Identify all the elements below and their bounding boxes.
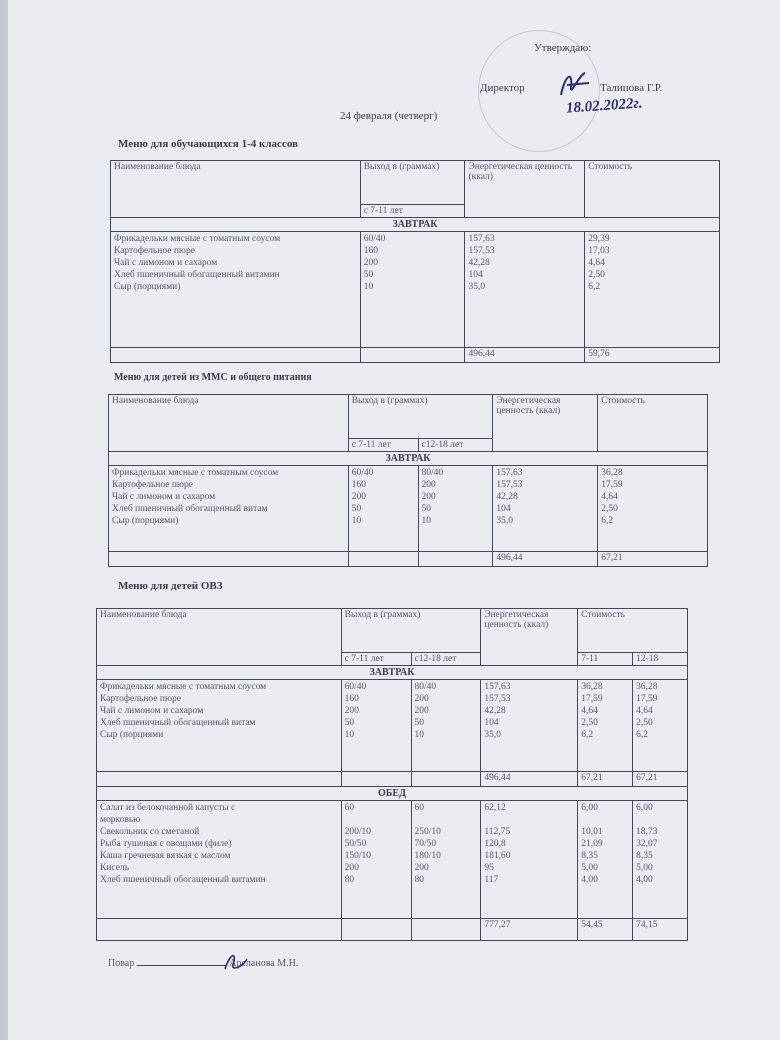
menu3-cost-col1: 7-11 bbox=[578, 653, 633, 666]
menu3-age1: с 7-11 лет bbox=[341, 653, 411, 666]
menu3-breakfast-energy: 157,63 157,53 42,28 104 35,0 bbox=[481, 680, 578, 772]
menu2-table bbox=[108, 394, 708, 567]
menu2-dishes: Фрикадельки мясные с томатным соусом Картофельное пюре Чай с лимоном и сахаром Хлеб пшеничный обогащенный витам Сыр (порциями) bbox=[109, 466, 349, 552]
menu2-age2: с12-18 лет bbox=[418, 439, 493, 452]
menu1-total-cost: 59,76 bbox=[585, 348, 720, 363]
menu1-yields: 60/40 160 200 50 10 bbox=[360, 232, 465, 348]
menu1-table bbox=[110, 160, 720, 363]
cook-label: Повар bbox=[108, 958, 135, 969]
menu3-lunch-yields2: 60 250/10 70/50 180/10 200 80 bbox=[411, 801, 481, 919]
menu2-section: ЗАВТРАК bbox=[109, 452, 708, 466]
menu3-breakfast-total-cost2: 67,21 bbox=[633, 772, 688, 787]
menu3-lunch-section: ОБЕД bbox=[97, 787, 688, 801]
menu3-breakfast-section: ЗАВТРАК bbox=[97, 666, 688, 680]
menu1-dishes: Фрикадельки мясные с томатным соусом Картофельное пюре Чай с лимоном и сахаром Хлеб пшеничный обогащенный витамин Сыр (порциями) bbox=[111, 232, 361, 348]
menu1-col-energy: Энергетическая ценность (ккал) bbox=[465, 161, 585, 218]
menu2-yields2: 80/40 200 200 50 10 bbox=[418, 466, 493, 552]
menu3-table bbox=[96, 608, 688, 941]
menu3-col-energy: Энергетическая ценность (ккал) bbox=[481, 609, 578, 666]
menu2-yields1: 60/40 160 200 50 10 bbox=[348, 466, 418, 552]
cook-signature bbox=[221, 949, 251, 975]
menu1-total-energy: 496,44 bbox=[465, 348, 585, 363]
menu1-col-name: Наименование блюда bbox=[111, 161, 361, 218]
menu3-lunch-total-cost2: 74,15 bbox=[633, 919, 688, 941]
menu3-breakfast-yields1: 60/40 160 200 50 10 bbox=[341, 680, 411, 772]
menu2-heading: Меню для детей из ММС и общего питания bbox=[114, 372, 312, 383]
menu2-total-energy: 496,44 bbox=[493, 552, 598, 567]
menu3-breakfast-total-energy: 496,44 bbox=[481, 772, 578, 787]
menu2-col-cost: Стоимость bbox=[598, 395, 708, 452]
menu3-lunch-cost2: 6,00 18,73 32,07 8,35 5,00 4,00 bbox=[633, 801, 688, 919]
menu3-heading: Меню для детей ОВЗ bbox=[118, 580, 223, 592]
director-label: Директор bbox=[480, 82, 525, 94]
menu3-col-cost: Стоимость bbox=[578, 609, 688, 653]
menu3-lunch-cost1: 6,00 10,01 21,09 8,35 5,00 4,00 bbox=[578, 801, 633, 919]
menu3-breakfast-yields2: 80/40 200 200 50 10 bbox=[411, 680, 481, 772]
menu2-energy: 157,63 157,53 42,28 104 35,0 bbox=[493, 466, 598, 552]
handwritten-date: 18.02.2022г. bbox=[565, 95, 644, 117]
menu1-cost: 29,39 17,03 4,64 2,50 6,2 bbox=[585, 232, 720, 348]
menu3-breakfast-cost1: 36,28 17,59 4,64 2,50 6,2 bbox=[578, 680, 633, 772]
menu1-energy: 157,63 157,53 42,28 104 35,0 bbox=[465, 232, 585, 348]
menu2-col-yield: Выход в (граммах) bbox=[348, 395, 493, 439]
menu3-breakfast-cost2: 36,28 17,59 4,64 2,50 6,2 bbox=[633, 680, 688, 772]
menu2-total-cost: 67,21 bbox=[598, 552, 708, 567]
menu3-col-yield: Выход в (граммах) bbox=[341, 609, 481, 653]
director-name: Талипова Г.Р. bbox=[600, 82, 663, 94]
menu1-heading: Меню для обучающихся 1-4 классов bbox=[118, 138, 298, 150]
menu3-cost-col2: 12-18 bbox=[633, 653, 688, 666]
menu2-col-energy: Энергетическая ценность (ккал) bbox=[493, 395, 598, 452]
menu3-lunch-dishes: Салат из белокочанной капусты с морковью Свекольник со сметаной Рыба тушеная с овощами (филе) Каша гречневая вязкая с маслом Кисель Хлеб пшеничный обогащенный витамин bbox=[97, 801, 342, 919]
menu2-col-name: Наименование блюда bbox=[109, 395, 349, 452]
menu-date: 24 февраля (четверг) bbox=[340, 110, 438, 122]
menu3-lunch-total-cost1: 54,45 bbox=[578, 919, 633, 941]
cook-signature-line bbox=[108, 958, 298, 969]
menu1-age: с 7-11 лет bbox=[360, 205, 465, 218]
menu3-breakfast-dishes: Фрикадельки мясные с томатным соусом Картофельное пюре Чай с лимоном и сахаром Хлеб пшеничный обогащенный витам Сыр (порциями bbox=[97, 680, 342, 772]
approved-label: Утверждаю: bbox=[534, 42, 592, 54]
menu2-cost: 36,28 17,59 4,64 2,50 6,2 bbox=[598, 466, 708, 552]
cook-name: Арсланова М.Н. bbox=[229, 958, 299, 969]
menu1-section: ЗАВТРАК bbox=[111, 218, 720, 232]
menu1-col-cost: Стоимость bbox=[585, 161, 720, 218]
menu3-lunch-yields1: 60 200/10 50/50 150/10 200 80 bbox=[341, 801, 411, 919]
menu3-age2: с12-18 лет bbox=[411, 653, 481, 666]
menu3-breakfast-total-cost1: 67,21 bbox=[578, 772, 633, 787]
menu3-lunch-total-energy: 777,27 bbox=[481, 919, 578, 941]
menu2-age1: с 7-11 лет bbox=[348, 439, 418, 452]
menu3-col-name: Наименование блюда bbox=[97, 609, 342, 666]
menu3-lunch-energy: 62,12 112,75 120,8 181,60 95 117 bbox=[481, 801, 578, 919]
menu1-col-yield: Выход в (граммах) bbox=[360, 161, 465, 205]
signature-underline bbox=[137, 965, 227, 966]
